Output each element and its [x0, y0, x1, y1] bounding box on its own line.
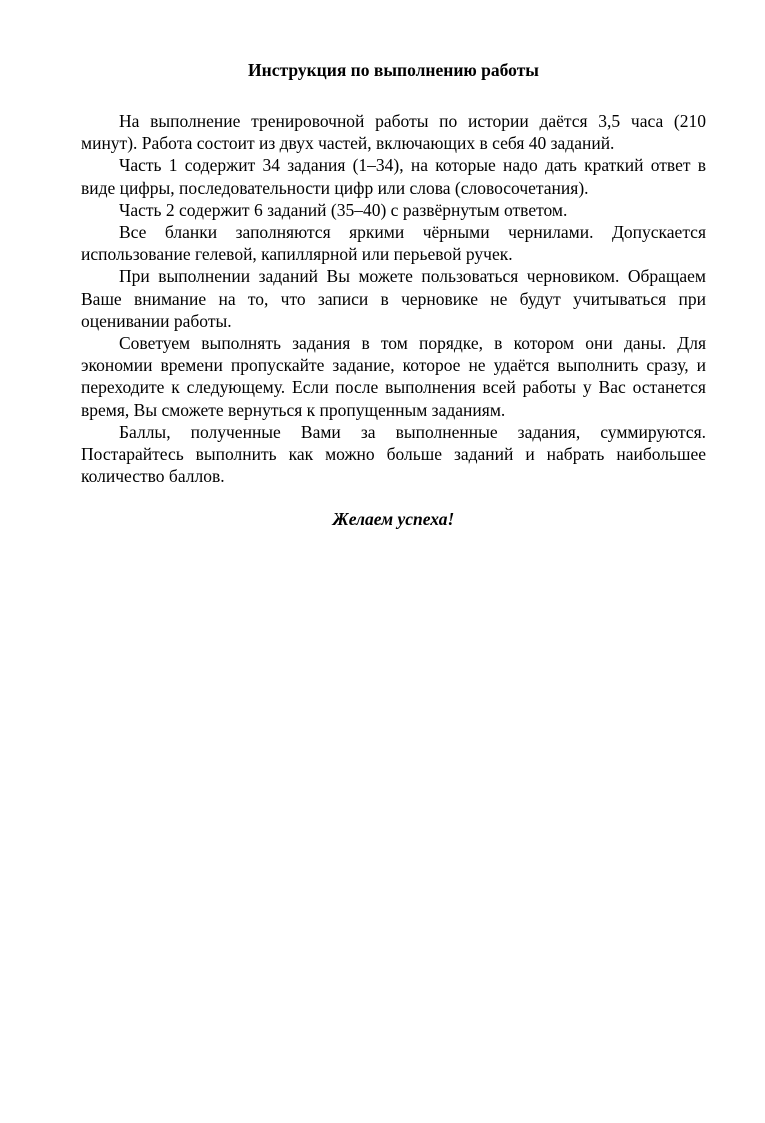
document-title: Инструкция по выполнению работы — [248, 60, 539, 80]
paragraph-duration: На выполнение тренировочной работы по истории даётся 3,5 часа (210 минут). Работа состоит из двух частей, включающих в себя 40 заданий. — [81, 111, 706, 154]
paragraph-draft: При выполнении заданий Вы можете пользоваться черновиком. Обращаем Ваше внимание на то, что записи в черновике не будут учитываться при оценивании работы. — [81, 266, 706, 331]
paragraph-ink: Все бланки заполняются яркими чёрными чернилами. Допускается использование гелевой, капиллярной или перьевой ручек. — [81, 222, 706, 265]
paragraph-part-2: Часть 2 содержит 6 заданий (35–40) с развёрнутым ответом. — [119, 199, 568, 220]
document-page — [81, 58, 706, 531]
paragraph-part-1: Часть 1 содержит 34 задания (1–34), на которые надо дать краткий ответ в виде цифры, последовательности цифр или слова (словосочетания). — [81, 155, 706, 198]
paragraph-scoring: Баллы, полученные Вами за выполненные задания, суммируются. Постарайтесь выполнить как можно больше заданий и набрать наибольшее количество баллов. — [81, 421, 706, 487]
paragraph-order-advice: Советуем выполнять задания в том порядке, в котором они даны. Для экономии времени пропускайте задание, которое не удаётся выполнить сразу, и переходите к следующему. Если после выполнения всей работы у Вас останется время, Вы сможете вернуться к пропущенным заданиям. — [81, 333, 706, 420]
closing-wish: Желаем успеха! — [332, 509, 455, 530]
